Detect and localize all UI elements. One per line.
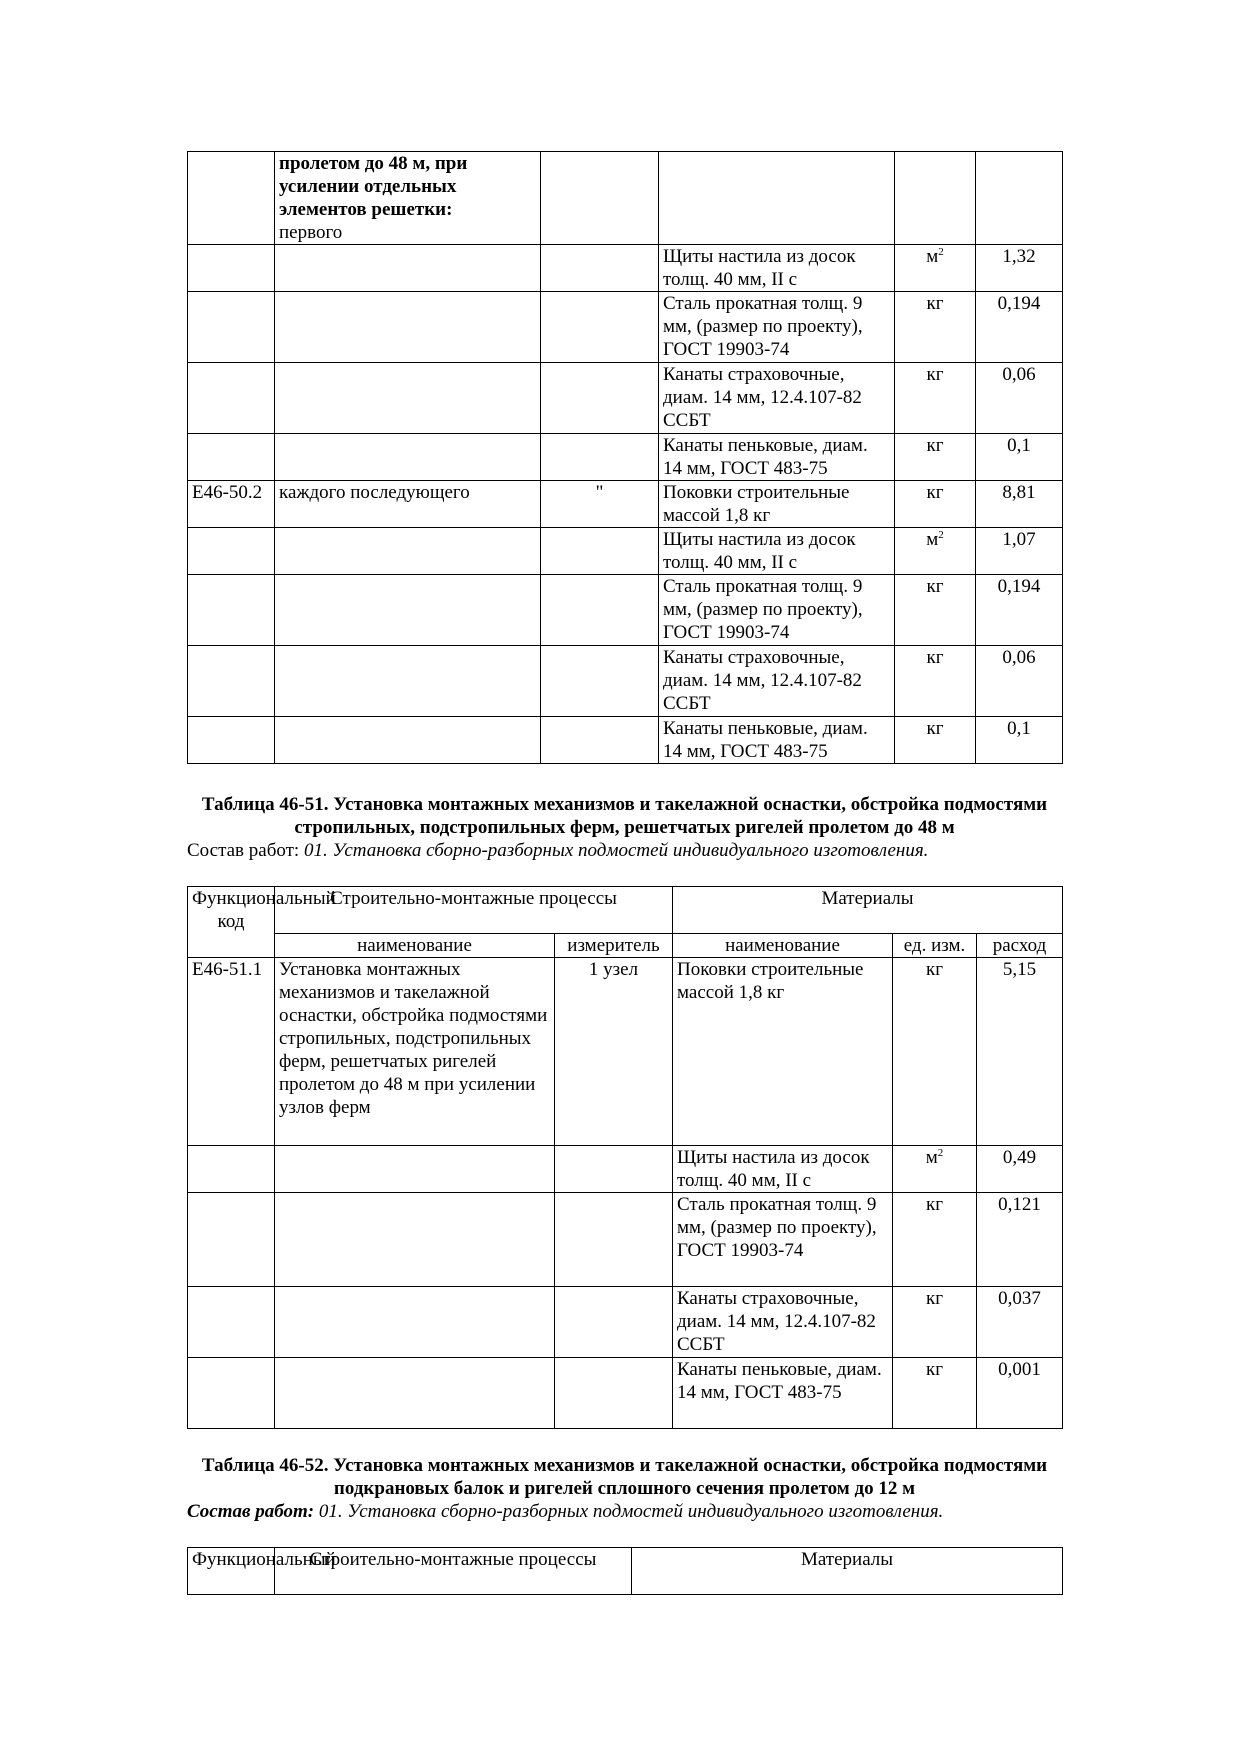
unit: кг [893,1193,977,1287]
composition-text: 01. Установка сборно-разборных подмостей индивидуального изготовления. [318,1501,944,1522]
header-row [188,934,1063,958]
unit: кг [893,958,977,1146]
header-material-name: наименование [673,934,893,958]
work-name: каждого последующего [275,481,541,528]
table-row [188,528,1063,575]
material-name: Канаты пеньковые, диам. 14 мм, ГОСТ 483-75 [673,1358,893,1429]
quantity: 0,037 [977,1287,1063,1358]
quantity: 5,15 [977,958,1063,1146]
header-quantity: расход [977,934,1063,958]
header-meter: измеритель [555,934,673,958]
quantity: 1,32 [976,245,1063,292]
quantity: 8,81 [976,481,1063,528]
function-code: Е46-51.1 [188,958,275,1146]
material-name: Щиты настила из досок толщ. 40 мм, II с [673,1146,893,1193]
material-name: Поковки строительные массой 1,8 кг [659,481,895,528]
material-name: Канаты пеньковые, диам. 14 мм, ГОСТ 483-75 [659,717,895,764]
table-row [188,245,1063,292]
table-46-52 [187,1547,1063,1595]
material-name: Сталь прокатная толщ. 9 мм, (размер по проекту), ГОСТ 19903-74 [659,575,895,646]
unit: кг [895,363,976,434]
material-name: Канаты страховочные, диам. 14 мм, 12.4.107-82 ССБТ [673,1287,893,1358]
unit: кг [893,1287,977,1358]
function-code: Е46-50.2 [188,481,275,528]
work-name-cell [275,152,541,245]
header-processes: Строительно-монтажные процессы [275,887,673,934]
quantity: 0,1 [976,434,1063,481]
quantity: 0,121 [977,1193,1063,1287]
quantity: 0,194 [976,575,1063,646]
table-46-52-title: Таблица 46-52. Установка монтажных механизмов и такелажной оснастки, обстройка подмостями подкрановых балок и ригелей сплошного сечения пролетом до 12 м [201,1455,1048,1499]
quantity: 0,1 [976,717,1063,764]
composition-text: 01. Установка сборно-разборных подмостей индивидуального изготовления. [303,840,929,861]
material-name: Поковки строительные массой 1,8 кг [673,958,893,1146]
material-name: Сталь прокатная толщ. 9 мм, (размер по проекту), ГОСТ 19903-74 [659,292,895,363]
quantity: 0,06 [976,363,1063,434]
material-name: Сталь прокатная толщ. 9 мм, (размер по проекту), ГОСТ 19903-74 [673,1193,893,1287]
table-row [188,646,1063,717]
meter: 1 узел [555,958,673,1146]
meter: " [541,481,659,528]
unit: кг [895,481,976,528]
quantity: 1,07 [976,528,1063,575]
work-name-first: первого [279,222,343,243]
composition-label: Состав работ: [187,840,300,861]
header-name: наименование [275,934,555,958]
quantity: 0,001 [977,1358,1063,1429]
table-row [188,1358,1063,1429]
unit: кг [895,646,976,717]
table-row [188,292,1063,363]
composition-46-51 [187,839,1087,862]
unit: кг [895,434,976,481]
table-row [188,434,1063,481]
material-name: Канаты страховочные, диам. 14 мм, 12.4.107-82 ССБТ [659,646,895,717]
table-row [188,1287,1063,1358]
table-row [188,717,1063,764]
table-row [188,1146,1063,1193]
header-materials: Материалы [632,1548,1063,1595]
work-name-bold: пролетом до 48 м, при усилении отдельных элементов решетки: [279,153,468,220]
table-46-51-title: Таблица 46-51. Установка монтажных механизмов и такелажной оснастки, обстройка подмостями стропильных, подстропильных ферм, решетчатых ригелей пролетом до 48 м [201,794,1048,838]
table-46-51 [187,886,1063,1429]
work-name: Установка монтажных механизмов и такелажной оснастки, обстройка подмостями стропильных, подстропильных ферм, решетчатых ригелей пролетом до 48 м при усилении узлов ферм [275,958,555,1146]
table-row [188,152,1063,245]
material-name: Щиты настила из досок толщ. 40 мм, II с [659,245,895,292]
table-row [188,575,1063,646]
table-row [188,958,1063,1146]
quantity: 0,06 [976,646,1063,717]
quantity: 0,194 [976,292,1063,363]
unit: $м^2$ [895,528,976,575]
material-name: Щиты настила из досок толщ. 40 мм, II с [659,528,895,575]
unit: кг [895,575,976,646]
header-row [188,1548,1063,1595]
table-row [188,1193,1063,1287]
header-function-code: Функциональный [188,1548,275,1595]
header-unit: ед. изм. [893,934,977,958]
material-name: Канаты страховочные, диам. 14 мм, 12.4.107-82 ССБТ [659,363,895,434]
header-materials: Материалы [673,887,1063,934]
unit: $м^2$ [895,245,976,292]
header-processes: Строительно-монтажные процессы [275,1548,632,1595]
unit: $м^2$ [893,1146,977,1193]
table-46-50-continuation [187,151,1063,764]
unit: кг [895,292,976,363]
table-row [188,363,1063,434]
quantity: 0,49 [977,1146,1063,1193]
table-row [188,481,1063,528]
header-row [188,887,1063,934]
composition-46-52 [187,1500,1087,1523]
material-name: Канаты пеньковые, диам. 14 мм, ГОСТ 483-75 [659,434,895,481]
composition-label: Состав работ: [187,1501,315,1522]
unit: кг [895,717,976,764]
header-function-code: Функциональный код [188,887,275,958]
unit: кг [893,1358,977,1429]
